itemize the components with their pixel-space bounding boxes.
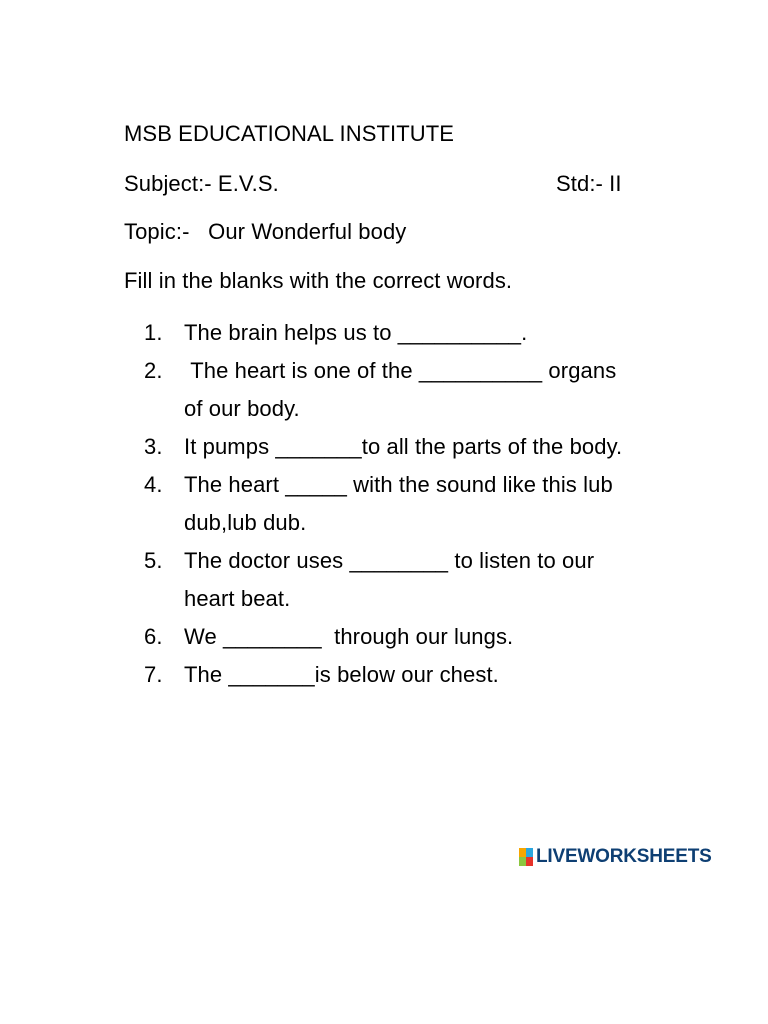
liveworksheets-logo: [519, 845, 712, 869]
subject-label: Subject:- E.V.S.: [124, 171, 279, 196]
question-number: 2.: [144, 358, 163, 383]
question-text: The heart _____ with the sound like this lub dub,lub dub.: [184, 472, 619, 535]
question-number: 7.: [144, 662, 163, 687]
question-text: The brain helps us to __________.: [184, 320, 528, 345]
std-label: Std:- II: [556, 171, 622, 196]
question-item: [124, 656, 664, 694]
question-item: [124, 466, 664, 542]
question-item: [124, 618, 664, 656]
topic-label: Topic:- Our Wonderful body: [124, 219, 407, 244]
question-text: It pumps _______to all the parts of the body.: [184, 434, 623, 459]
question-item: [124, 428, 664, 466]
logo-text: LIVEWORKSHEETS: [536, 846, 712, 867]
question-item: [124, 314, 664, 352]
question-text: The heart is one of the __________ organs of our body.: [184, 358, 623, 421]
instruction-text: Fill in the blanks with the correct words.: [124, 268, 513, 293]
question-number: 6.: [144, 624, 163, 649]
question-number: 3.: [144, 434, 163, 459]
question-text: The _______is below our chest.: [184, 662, 499, 687]
question-text: We ________ through our lungs.: [184, 624, 514, 649]
question-number: 4.: [144, 472, 163, 497]
question-list: [124, 314, 664, 694]
question-number: 1.: [144, 320, 163, 345]
question-text: The doctor uses ________ to listen to our heart beat.: [184, 548, 601, 611]
subject-row: [124, 170, 664, 198]
liveworksheets-logo-icon: [519, 848, 533, 866]
institute-name: MSB EDUCATIONAL INSTITUTE: [124, 121, 455, 146]
question-item: [124, 542, 664, 618]
question-number: 5.: [144, 548, 163, 573]
question-item: [124, 352, 664, 428]
